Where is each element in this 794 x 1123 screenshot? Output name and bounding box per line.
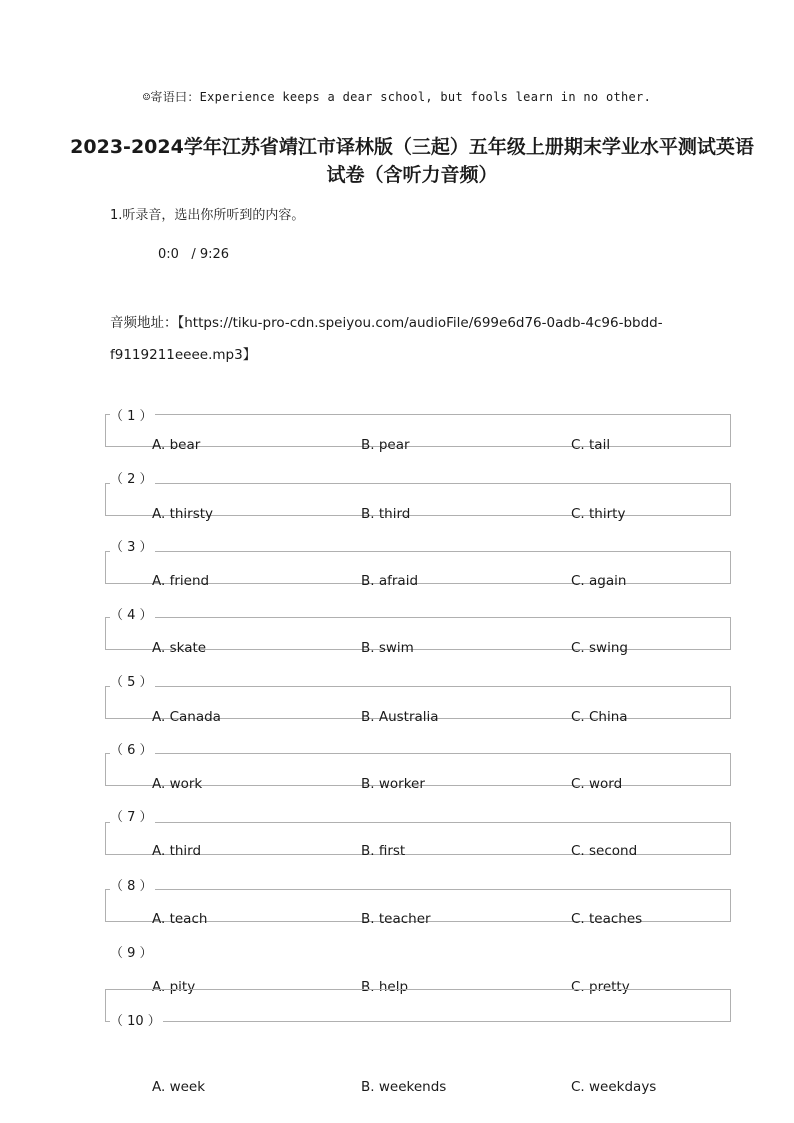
option-a[interactable]: A. bear	[152, 437, 201, 453]
option-a[interactable]: A. skate	[152, 640, 207, 656]
question-number: （ 6 ）	[110, 739, 155, 758]
question-number: （ 5 ）	[110, 671, 155, 690]
option-b[interactable]: B. worker	[361, 776, 425, 792]
audio-url-line-1[interactable]: 音频地址：【https://tiku-pro-cdn.speiyou.com/audioFile/699e6d76-0adb-4c96-bbdd-	[110, 315, 663, 331]
option-c[interactable]: C. second	[571, 843, 638, 859]
question-number: （ 9 ）	[110, 942, 155, 961]
option-b[interactable]: B. Australia	[361, 709, 439, 725]
question-number: （ 10 ）	[110, 1010, 163, 1029]
question-number: （ 3 ）	[110, 536, 155, 555]
audio-player[interactable]	[158, 247, 229, 262]
option-c[interactable]: C. word	[571, 776, 623, 792]
option-a[interactable]: A. week	[152, 1079, 206, 1095]
question-instruction: 1.听录音，选出你所听到的内容。	[110, 208, 305, 223]
option-c[interactable]: C. weekdays	[571, 1079, 657, 1095]
option-b[interactable]: B. weekends	[361, 1079, 447, 1095]
audio-total-time: / 9:26	[191, 247, 230, 262]
option-a[interactable]: A. Canada	[152, 709, 221, 725]
option-a[interactable]: A. third	[152, 843, 202, 859]
option-c[interactable]: C. teaches	[571, 911, 643, 927]
option-b[interactable]: B. afraid	[361, 573, 419, 589]
audio-current-time: 0:0	[158, 247, 179, 262]
title-line-1: 2023-2024学年江苏省靖江市译林版（三起）五年级上册期末学业水平测试英语	[70, 136, 754, 158]
option-b[interactable]: B. third	[361, 506, 411, 522]
option-b[interactable]: B. help	[361, 979, 409, 995]
option-b[interactable]: B. first	[361, 843, 406, 859]
option-c[interactable]: C. again	[571, 573, 627, 589]
question-number: （ 7 ）	[110, 806, 155, 825]
option-a[interactable]: A. work	[152, 776, 203, 792]
question-number: （ 2 ）	[110, 468, 155, 487]
question-number: （ 4 ）	[110, 604, 155, 623]
option-c[interactable]: C. China	[571, 709, 628, 725]
option-b[interactable]: B. pear	[361, 437, 410, 453]
question-number: （ 1 ）	[110, 405, 155, 424]
option-a[interactable]: A. pity	[152, 979, 196, 995]
option-b[interactable]: B. swim	[361, 640, 414, 656]
question-number: （ 8 ）	[110, 875, 155, 894]
option-a[interactable]: A. thirsty	[152, 506, 214, 522]
title-line-2: 试卷（含听力音频）	[326, 164, 498, 186]
option-c[interactable]: C. pretty	[571, 979, 630, 995]
answer-box	[105, 989, 731, 1022]
audio-url-line-2[interactable]: f9119211eeee.mp3】	[110, 347, 257, 363]
option-a[interactable]: A. teach	[152, 911, 208, 927]
option-c[interactable]: C. swing	[571, 640, 628, 656]
motto-quote: ☺寄语曰：Experience keeps a dear school, but fools learn in no other.	[142, 90, 652, 104]
page-title	[30, 133, 794, 189]
option-b[interactable]: B. teacher	[361, 911, 431, 927]
option-c[interactable]: C. thirty	[571, 506, 626, 522]
option-c[interactable]: C. tail	[571, 437, 611, 453]
option-a[interactable]: A. friend	[152, 573, 210, 589]
